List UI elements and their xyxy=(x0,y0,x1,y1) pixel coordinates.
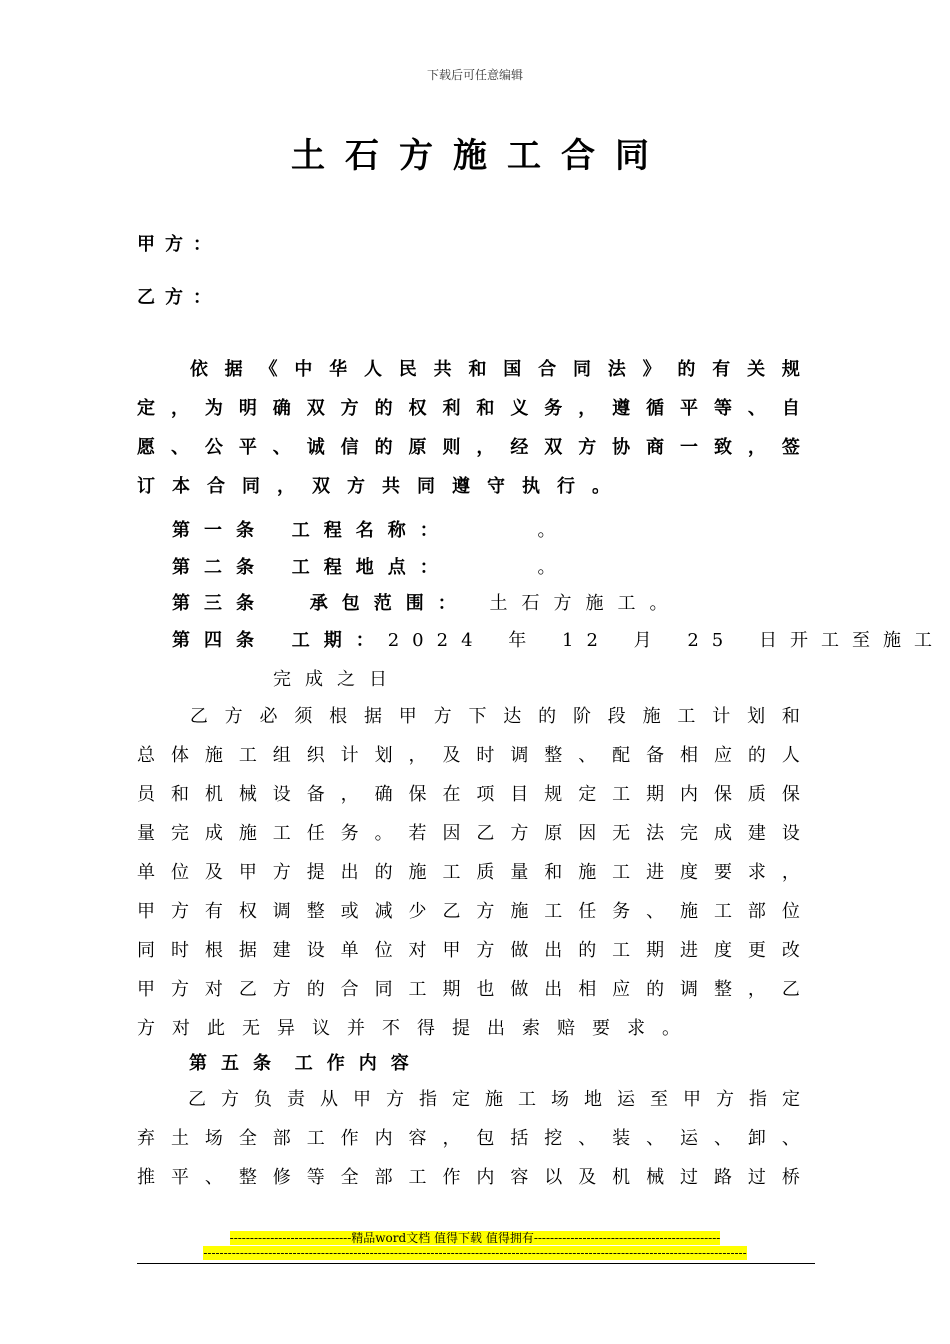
sched-line: 甲 方 有 权 调 整 或 减 少 乙 方 施 工 任 务 、 施 工 部 位 xyxy=(137,901,800,922)
article-2-label: 第二条 xyxy=(172,557,268,578)
article-1-value: 。 xyxy=(537,520,556,541)
sched-line: 单 位 及 甲 方 提 出 的 施 工 质 量 和 施 工 进 度 要 求 ， xyxy=(137,862,800,883)
article-4-label: 第四条 xyxy=(172,630,268,651)
work-line: 弃 土 场 全 部 工 作 内 容 ， 包 括 挖 、 装 、 运 、 卸 、 xyxy=(137,1128,800,1149)
article-5 xyxy=(189,1049,423,1075)
article-5-label: 第五条 xyxy=(189,1053,285,1074)
sched-line: 同 时 根 据 建 设 单 位 对 甲 方 做 出 的 工 期 进 度 更 改 xyxy=(137,940,800,961)
header-note: 下载后可任意编辑 xyxy=(426,68,523,82)
article-5-name: 工作内容 xyxy=(294,1053,423,1074)
intro-line: 愿 、 公 平 、 诚 信 的 原 则 ， 经 双 方 协 商 一 致 ， 签 xyxy=(137,437,800,458)
article-4-name: 工期： xyxy=(291,630,388,651)
article-1-name: 工程名称： xyxy=(291,520,452,541)
party-b-label: 乙方： xyxy=(137,287,221,308)
article-3-label: 第三条 xyxy=(172,593,268,614)
article-3-value: 土石方施工。 xyxy=(489,593,682,614)
sched-line: 量 完 成 施 工 任 务 。 若 因 乙 方 原 因 无 法 完 成 建 设 xyxy=(137,823,800,844)
work-line: 乙 方 负 责 从 甲 方 指 定 施 工 场 地 运 至 甲 方 指 定 xyxy=(188,1089,800,1110)
sched-line: 总 体 施 工 组 织 计 划 ， 及 时 调 整 、 配 备 相 应 的 人 xyxy=(137,745,800,766)
article-4 xyxy=(172,626,945,652)
intro-line: 依 据 《 中 华 人 民 共 和 国 合 同 法 》 的 有 关 规 xyxy=(189,359,800,380)
article-3-name: 承包范围： xyxy=(309,593,470,614)
article-3 xyxy=(172,589,681,615)
article-2 xyxy=(172,553,555,579)
article-1 xyxy=(172,516,555,542)
article-2-name: 工程地点： xyxy=(291,557,452,578)
article-1-label: 第一条 xyxy=(172,520,268,541)
contract-title: 土石方施工合同 xyxy=(291,136,669,176)
intro-line: 订 本 合 同 ， 双 方 共 同 遵 守 执 行 。 xyxy=(137,476,610,497)
work-line: 推 平 、 整 修 等 全 部 工 作 内 容 以 及 机 械 过 路 过 桥 xyxy=(137,1167,800,1188)
sched-line: 方 对 此 无 异 议 并 不 得 提 出 索 赔 要 求 。 xyxy=(137,1018,680,1039)
intro-line: 定 ， 为 明 确 双 方 的 权 利 和 义 务 ， 遵 循 平 等 、 自 xyxy=(137,398,800,419)
sched-line: 甲 方 对 乙 方 的 合 同 工 期 也 做 出 相 应 的 调 整 ， 乙 xyxy=(137,979,800,1000)
sched-line: 乙 方 必 须 根 据 甲 方 下 达 的 阶 段 施 工 计 划 和 xyxy=(189,706,800,727)
sched-line: 员 和 机 械 设 备 ， 确 保 在 项 目 规 定 工 期 内 保 质 保 xyxy=(137,784,800,805)
footer-banner-1: ------------------------------精品word文档 值得下载 值得拥有---------------------------------------------- xyxy=(229,1231,721,1245)
article-4-value: 2024 年 12 月 25 日开工至施工 xyxy=(387,630,945,651)
article-4-continuation: 完成之日 xyxy=(273,669,401,690)
footer-rule xyxy=(137,1263,815,1264)
article-2-value: 。 xyxy=(537,557,556,578)
footer-banner-2: -------------------------------------------------------------------------------------------------------------------------------------- xyxy=(203,1246,747,1260)
party-a-label: 甲方： xyxy=(137,234,221,255)
